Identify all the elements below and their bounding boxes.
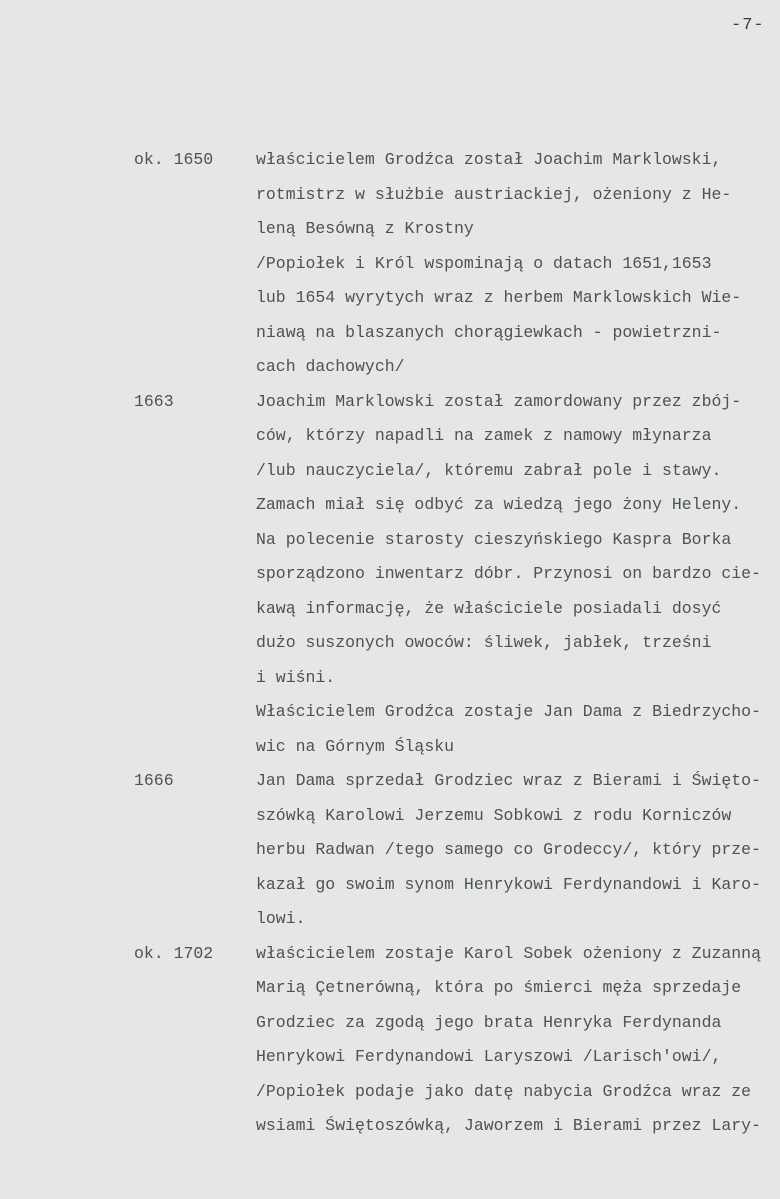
text-line: sporządzono inwentarz dóbr. Przynosi on bardzo cie- <box>256 564 761 583</box>
text-line: leną Besówną z Krostny <box>256 219 474 238</box>
text-line: Właścicielem Grodźca zostaje Jan Dama z Biedrzycho- <box>256 702 761 721</box>
text-line: właścicielem zostaje Karol Sobek ożeniony z Zuzanną <box>256 943 761 963</box>
text-line: /lub nauczyciela/, któremu zabrał pole i stawy. <box>256 460 722 480</box>
entry-date: 1666 <box>134 771 174 790</box>
text-line: lowi. <box>256 909 306 928</box>
text-line: /Popiołek podaje jako datę nabycia Grodźca wraz ze <box>256 1081 752 1101</box>
text-line: rotmistrz w służbie austriackiej, ożeniony z He- <box>256 184 732 204</box>
entry-text <box>256 764 780 937</box>
entry-text <box>256 143 780 385</box>
text-line: /Popiołek i Król wspominają o datach 1651,1653 <box>256 253 712 273</box>
text-line: Zamach miał się odbyć za wiedzą jego żony Heleny. <box>256 495 742 514</box>
text-line: szówką Karolowi Jerzemu Sobkowi z rodu Korniczów <box>256 805 732 825</box>
chronology-entry <box>0 143 780 385</box>
text-line: właścicielem Grodźca został Joachim Marklowski, <box>256 150 722 169</box>
text-line: Henrykowi Ferdynandowi Laryszowi /Larisch'owi/, <box>256 1047 722 1066</box>
chronology <box>0 143 780 1144</box>
text-line: i wiśni. <box>256 667 336 687</box>
text-line: niawą na blaszanych chorągiewkach - powietrzni- <box>256 322 722 342</box>
entry-date: ok. 1702 <box>134 943 214 963</box>
text-line: lub 1654 wyrytych wraz z herbem Marklowskich Wie- <box>256 288 742 307</box>
text-line: kawą informację, że właściciele posiadali dosyć <box>256 598 722 618</box>
page-number: -7- <box>731 16 765 35</box>
text-line: Joachim Marklowski został zamordowany przez zbój- <box>256 391 742 411</box>
text-line: dużo suszonych owoców: śliwek, jabłek, trześni <box>256 633 712 652</box>
text-line: wsiami Świętoszówką, Jaworzem i Bierami przez Lary- <box>256 1116 761 1135</box>
entry-text <box>256 937 780 1144</box>
chronology-entry <box>0 764 780 937</box>
text-line: wic na Górnym Śląsku <box>256 736 455 756</box>
text-line: Marią Çetnerówną, która po śmierci męża sprzedaje <box>256 978 742 997</box>
chronology-entry <box>0 937 780 1144</box>
text-line: ców, którzy napadli na zamek z namowy młynarza <box>256 426 712 445</box>
text-line: Na polecenie starosty cieszyńskiego Kaspra Borka <box>256 529 732 549</box>
text-line: herbu Radwan /tego samego co Grodeccy/, który prze- <box>256 840 761 859</box>
text-line: cach dachowych/ <box>256 357 405 376</box>
entry-date: ok. 1650 <box>134 150 214 169</box>
text-line: kazał go swoim synom Henrykowi Ferdynandowi i Karo- <box>256 874 761 894</box>
chronology-entry <box>0 385 780 765</box>
entry-text <box>256 385 780 765</box>
text-line: Jan Dama sprzedał Grodziec wraz z Bierami i Święto- <box>256 771 761 790</box>
text-line: Grodziec za zgodą jego brata Henryka Ferdynanda <box>256 1012 722 1032</box>
entry-date: 1663 <box>134 391 174 411</box>
